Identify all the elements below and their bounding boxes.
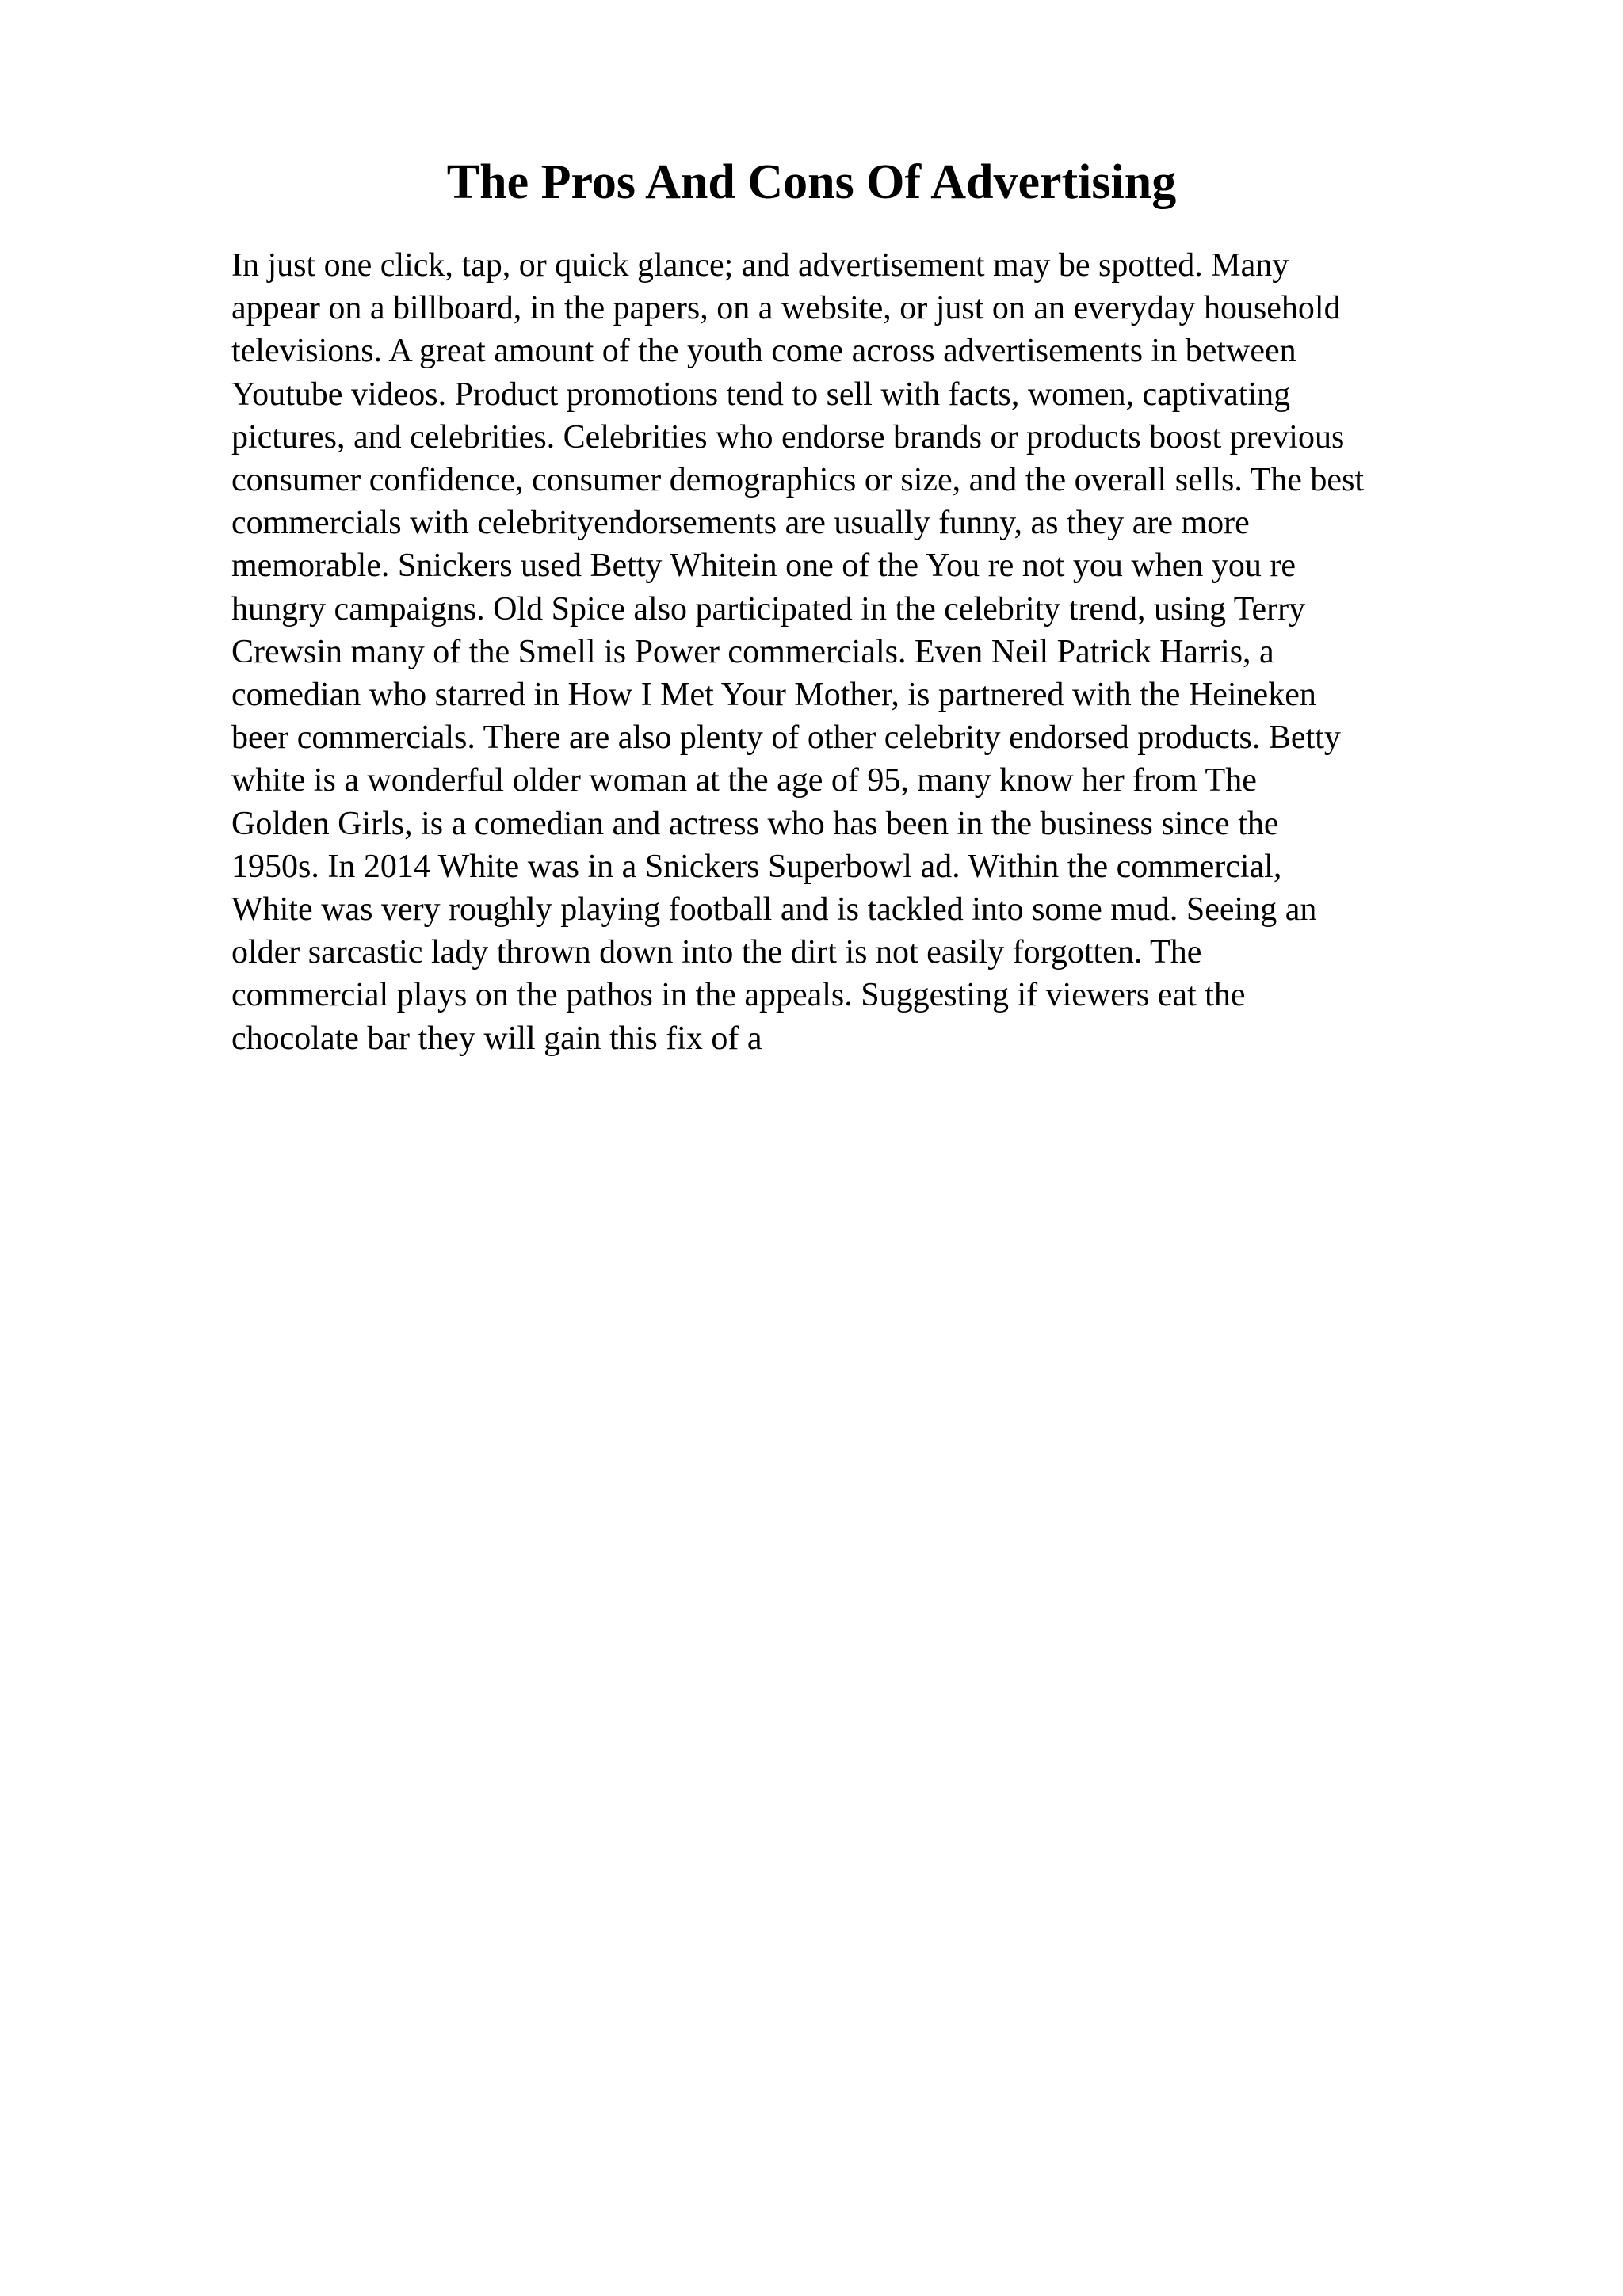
document-title: The Pros And Cons Of Advertising <box>446 155 1177 209</box>
body-line: chocolate bar they will gain this fix of a <box>231 1020 762 1057</box>
body-line: televisions. A great amount of the youth come across advertisements in between <box>231 333 1296 370</box>
body-line: commercials with celebrityendorsements are usually funny, as they are more <box>231 505 1250 542</box>
body-line: Youtube videos. Product promotions tend to sell with facts, women, captivating <box>231 376 1291 413</box>
body-line: Golden Girls, is a comedian and actress who has been in the business since the <box>231 805 1279 842</box>
body-line: commercial plays on the pathos in the appeals. Suggesting if viewers eat the <box>231 977 1246 1014</box>
body-line: 1950s. In 2014 White was in a Snickers Superbowl ad. Within the commercial, <box>231 848 1282 885</box>
body-line: Crewsin many of the Smell is Power commercials. Even Neil Patrick Harris, a <box>231 633 1274 670</box>
body-line: older sarcastic lady thrown down into the dirt is not easily forgotten. The <box>231 934 1202 971</box>
body-line: white is a wonderful older woman at the age of 95, many know her from The <box>231 762 1257 799</box>
body-line: White was very roughly playing football and is tackled into some mud. Seeing an <box>231 891 1317 929</box>
body-line: In just one click, tap, or quick glance; and advertisement may be spotted. Many <box>231 247 1289 284</box>
body-line: hungry campaigns. Old Spice also participated in the celebrity trend, using Terry <box>231 590 1306 627</box>
document-body <box>231 244 1531 1060</box>
body-line: comedian who starred in How I Met Your Mother, is partnered with the Heineken <box>231 677 1316 714</box>
body-line: consumer confidence, consumer demographics or size, and the overall sells. The best <box>231 462 1365 499</box>
body-line: beer commercials. There are also plenty of other celebrity endorsed products. Betty <box>231 719 1341 757</box>
body-line: appear on a billboard, in the papers, on a website, or just on an everyday household <box>231 290 1341 327</box>
body-line: memorable. Snickers used Betty Whitein one of the You re not you when you re <box>231 547 1296 585</box>
body-line: pictures, and celebrities. Celebrities who endorse brands or products boost previous <box>231 418 1345 456</box>
